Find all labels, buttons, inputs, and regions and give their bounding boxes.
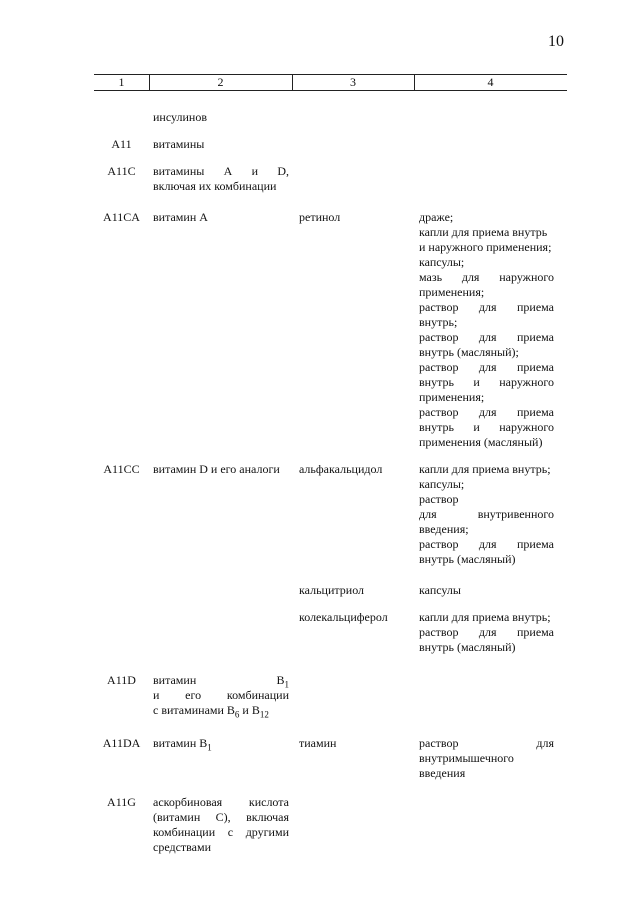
table-header bbox=[94, 74, 567, 91]
group-name: витамины bbox=[153, 137, 205, 151]
header-col-2: 2 bbox=[149, 75, 293, 90]
page-number: 10 bbox=[548, 33, 564, 50]
dosage-forms: капсулы bbox=[419, 583, 461, 597]
substance: колекальциферол bbox=[299, 610, 388, 624]
table-row bbox=[94, 210, 567, 450]
substance: кальцитриол bbox=[299, 583, 365, 597]
table-row bbox=[94, 164, 567, 194]
atc-code: A11G bbox=[107, 795, 136, 809]
header-col-4: 4 bbox=[487, 75, 494, 89]
table-row bbox=[94, 673, 567, 718]
atc-code: A11 bbox=[111, 137, 132, 151]
header-col-3: 3 bbox=[292, 75, 415, 90]
table-row bbox=[94, 110, 567, 125]
substance: альфакальцидол bbox=[299, 462, 383, 476]
header-col-1: 1 bbox=[94, 75, 150, 90]
table-row bbox=[94, 583, 567, 598]
atc-code: A11DA bbox=[102, 736, 141, 750]
substance: тиамин bbox=[299, 736, 337, 750]
group-name: витамин $B_1$ bbox=[153, 736, 212, 753]
table-body bbox=[94, 110, 567, 855]
substance: ретинол bbox=[299, 210, 341, 224]
table-row bbox=[94, 137, 567, 152]
table-row bbox=[94, 610, 567, 655]
atc-code: A11C bbox=[107, 164, 136, 178]
group-name: инсулинов bbox=[153, 110, 207, 124]
group-name: витамин А bbox=[153, 210, 208, 224]
dosage-forms: капли для приема внутрь; раствор для приема внутрь (масляный) bbox=[419, 610, 554, 654]
dosage-forms: капли для приема внутрь; капсулы; раствор для внутривенного введения; раствор для приема внутрь (масляный) bbox=[419, 462, 554, 566]
group-name: аскорбиновая кислота (витамин С), включая комбинации с другими средствами bbox=[153, 795, 289, 854]
atc-code: A11D bbox=[107, 673, 136, 687]
atc-code: A11CA bbox=[103, 210, 140, 224]
table-row bbox=[94, 462, 567, 567]
dosage-forms: раствор для внутримышечного введения bbox=[419, 736, 554, 780]
table-row bbox=[94, 795, 567, 855]
group-name: витамин $B_1$ и его комбинации с витаминами $B_6$ и $B_{12}$ bbox=[153, 673, 289, 720]
dosage-forms: драже; капли для приема внутрь и наружного применения; капсулы; мазь для наружного применения; раствор для приема внутрь; раствор для приема внутрь (масляный); раствор для приема внутрь и наружного применения; раствор для приема внутрь и наружного применения (масляный) bbox=[419, 210, 554, 449]
atc-code: A11CC bbox=[103, 462, 140, 476]
group-name: витамины А и D, включая их комбинации bbox=[153, 164, 289, 193]
table-row bbox=[94, 736, 567, 781]
group-name: витамин D и его аналоги bbox=[153, 462, 280, 476]
